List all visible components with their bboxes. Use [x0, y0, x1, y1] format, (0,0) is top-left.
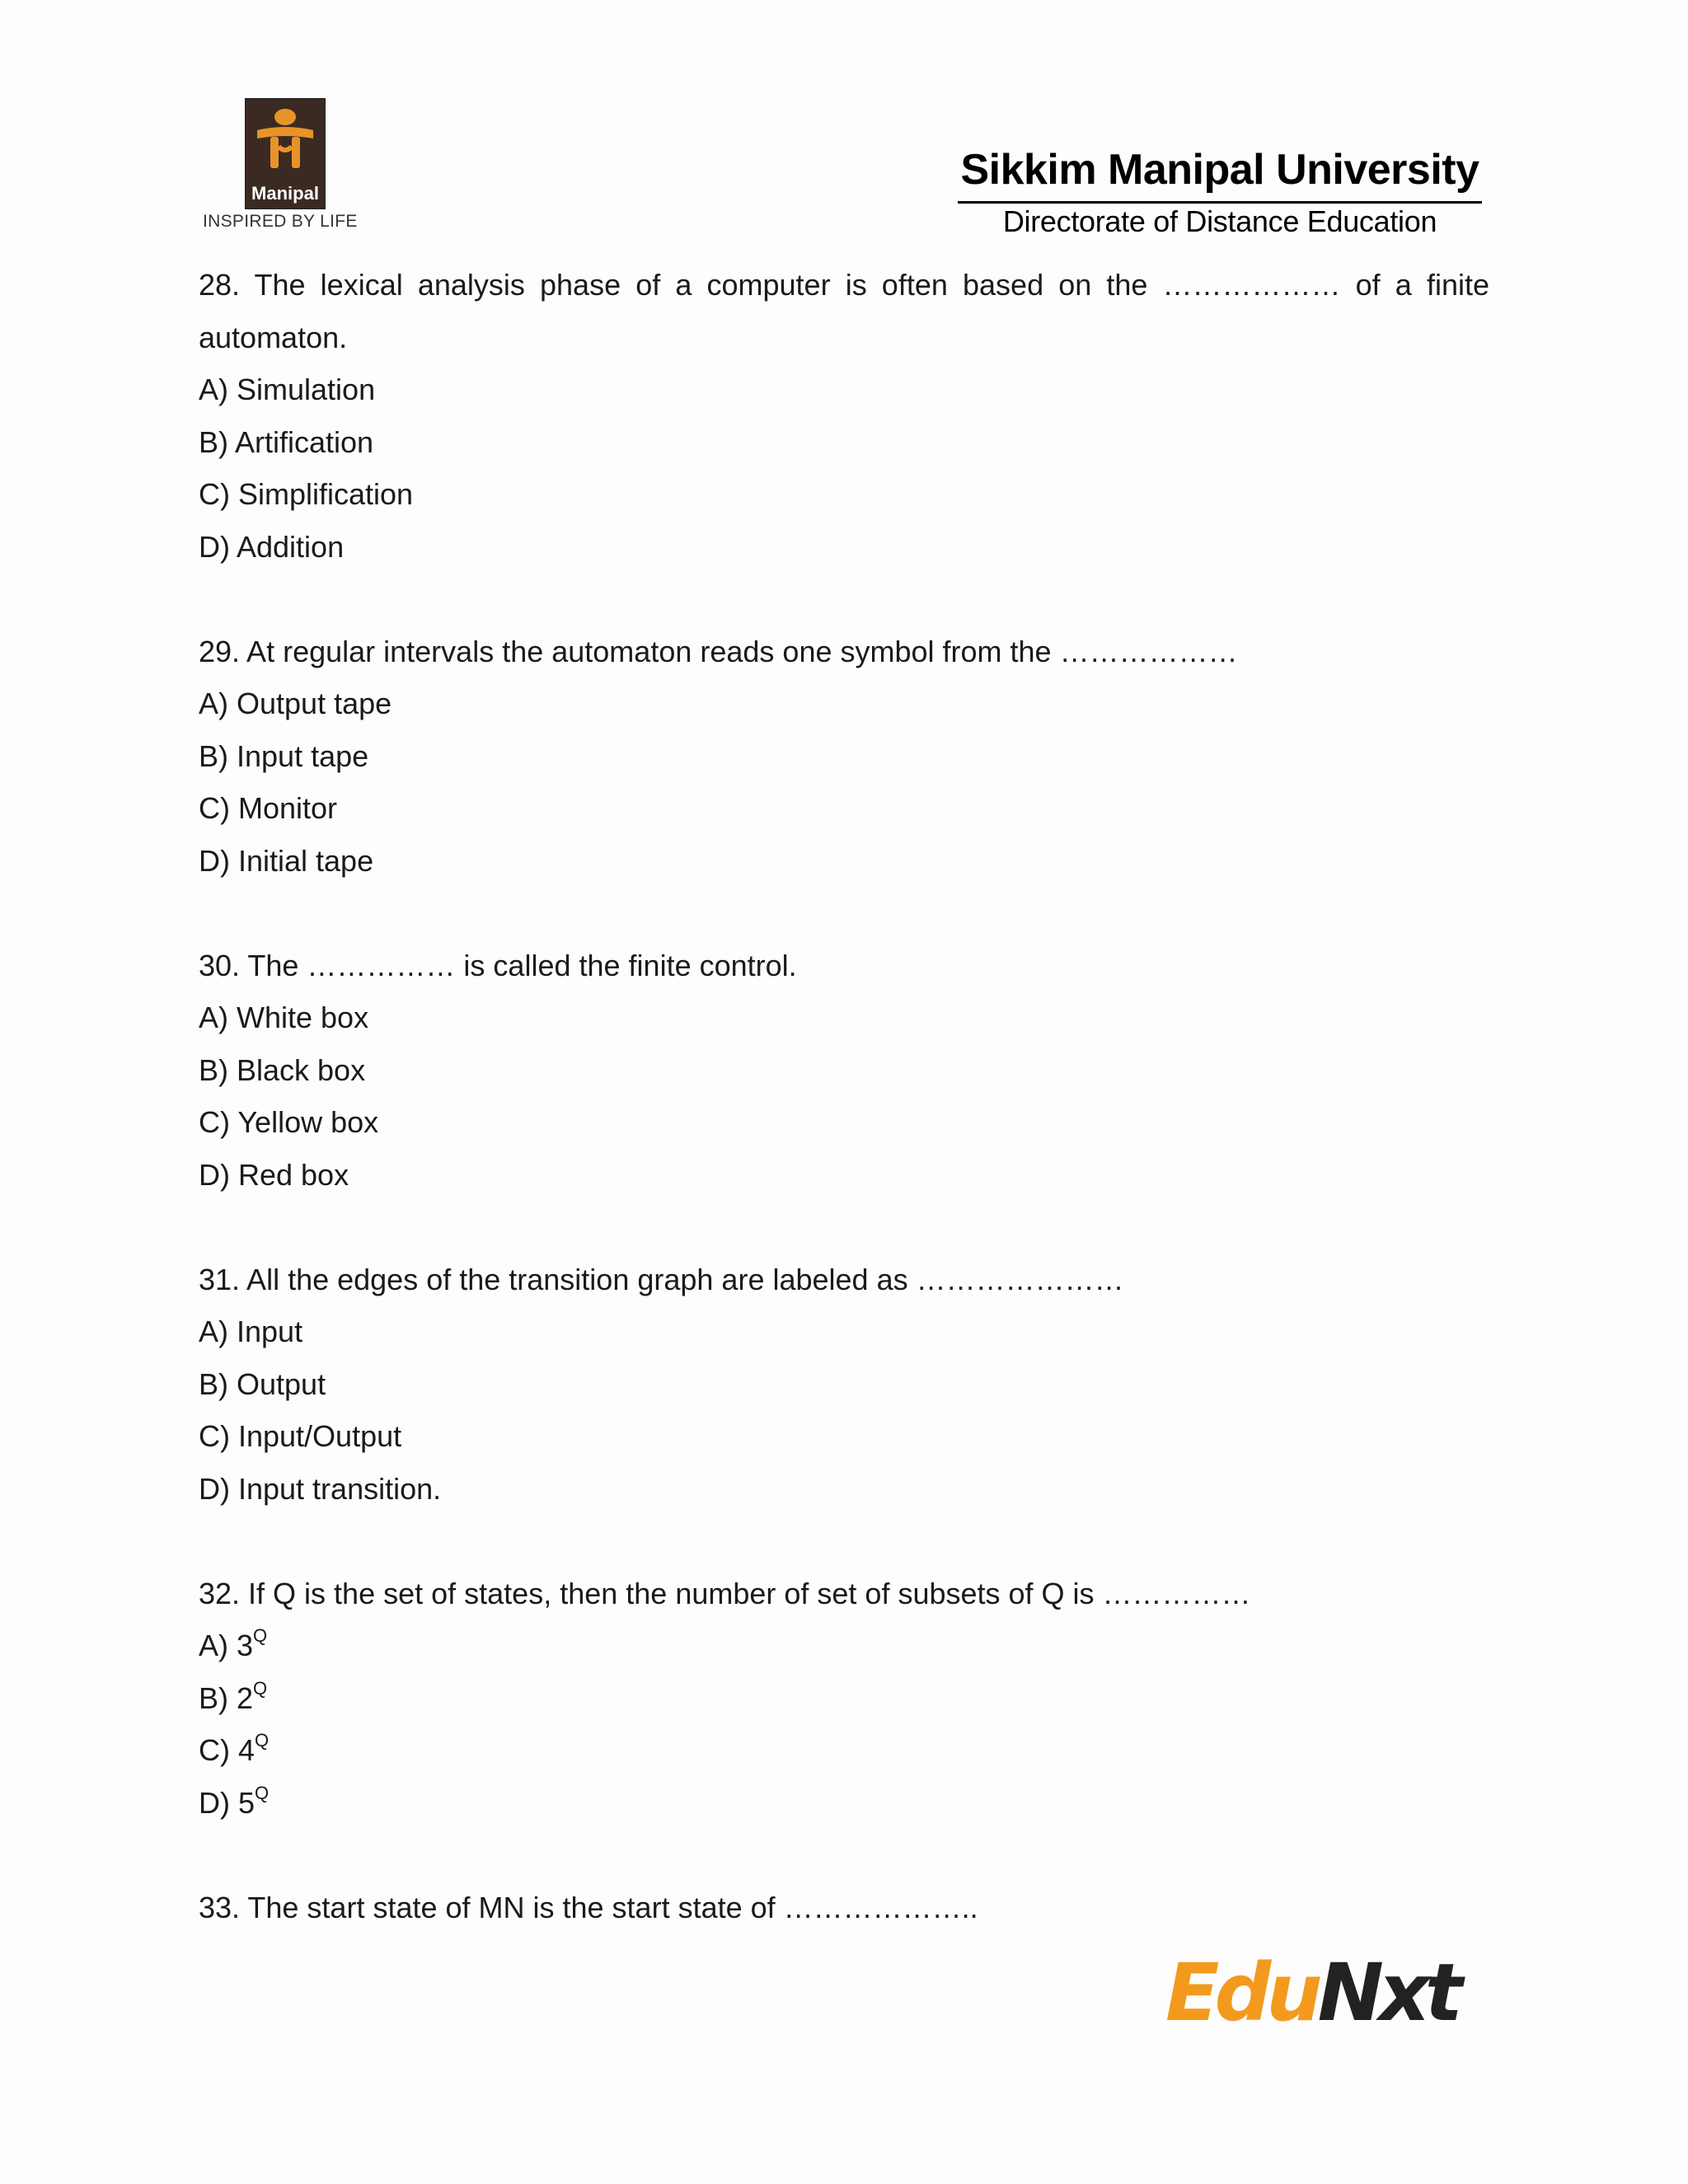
- edunxt-logo: [1165, 1947, 1479, 2039]
- university-title: Sikkim Manipal University: [960, 146, 1479, 194]
- directorate-subtitle: Directorate of Distance Education: [1002, 204, 1437, 238]
- option-exponent: Q: [255, 1782, 270, 1803]
- option-c: C) Monitor: [199, 791, 338, 825]
- option-b: [199, 1672, 1489, 1725]
- option-exponent: Q: [253, 1625, 268, 1646]
- spacer: [199, 573, 1489, 626]
- option-c: [199, 1724, 1489, 1777]
- spacer: [199, 887, 1489, 940]
- option-b: B) Black box: [199, 1052, 366, 1087]
- question-block: [199, 1254, 1489, 1516]
- question-text: 30. The …………… is called the finite control.: [199, 948, 797, 982]
- question-text: 29. At regular intervals the automaton reads one symbol from the ………………: [199, 634, 1238, 668]
- spacer: [199, 1201, 1489, 1254]
- option-a: A) White box: [199, 1001, 369, 1034]
- option-exponent: Q: [253, 1677, 268, 1699]
- question-text: 28. The lexical analysis phase of a computer is often based on the ……………… of a finite automaton.: [199, 268, 1489, 354]
- option-base: C) 4: [199, 1733, 256, 1767]
- option-d: D) Input transition.: [199, 1471, 442, 1506]
- question-text: 31. All the edges of the transition graph are labeled as …………………: [199, 1262, 1124, 1296]
- option-b: B) Input tape: [199, 738, 369, 773]
- logo-label: Manipal: [251, 183, 319, 204]
- option-c: C) Simplification: [199, 477, 414, 511]
- title-divider: [958, 201, 1482, 204]
- question-block: [199, 940, 1489, 1202]
- brand-nxt: Nxt: [1317, 1947, 1458, 2039]
- manipal-logo: [245, 98, 326, 209]
- option-exponent: Q: [255, 1730, 270, 1750]
- option-d: D) Red box: [199, 1157, 349, 1192]
- question-block: [199, 1568, 1489, 1830]
- question-text: 33. The start state of MN is the start state of ………………..: [199, 1890, 978, 1924]
- option-d: D) Initial tape: [199, 843, 374, 878]
- brand-edu: Edu: [1165, 1947, 1318, 2039]
- question-block: [199, 626, 1489, 888]
- spacer: [199, 1515, 1489, 1568]
- option-base: B) 2: [199, 1680, 254, 1715]
- option-c: C) Input/Output: [199, 1419, 402, 1453]
- option-d: D) Addition: [199, 529, 345, 564]
- manipal-emblem-icon: [246, 99, 325, 181]
- logo-tagline: INSPIRED BY LIFE: [203, 212, 358, 231]
- option-c: C) Yellow box: [199, 1105, 379, 1139]
- question-text: 32. If Q is the set of states, then the number of set of subsets of Q is ……………: [199, 1576, 1251, 1610]
- option-base: D) 5: [199, 1785, 256, 1820]
- spacer: [199, 1829, 1489, 1882]
- question-list: [199, 259, 1489, 1933]
- option-a: [199, 1619, 1489, 1672]
- option-a: A) Input: [199, 1315, 303, 1348]
- option-base: A) 3: [199, 1629, 254, 1662]
- question-block: [199, 259, 1489, 573]
- option-a: A) Simulation: [199, 373, 376, 406]
- option-d: [199, 1777, 1489, 1830]
- option-a: A) Output tape: [199, 687, 392, 720]
- option-b: B) Artification: [199, 424, 374, 459]
- option-b: B) Output: [199, 1366, 326, 1401]
- question-block: [199, 1882, 1489, 1934]
